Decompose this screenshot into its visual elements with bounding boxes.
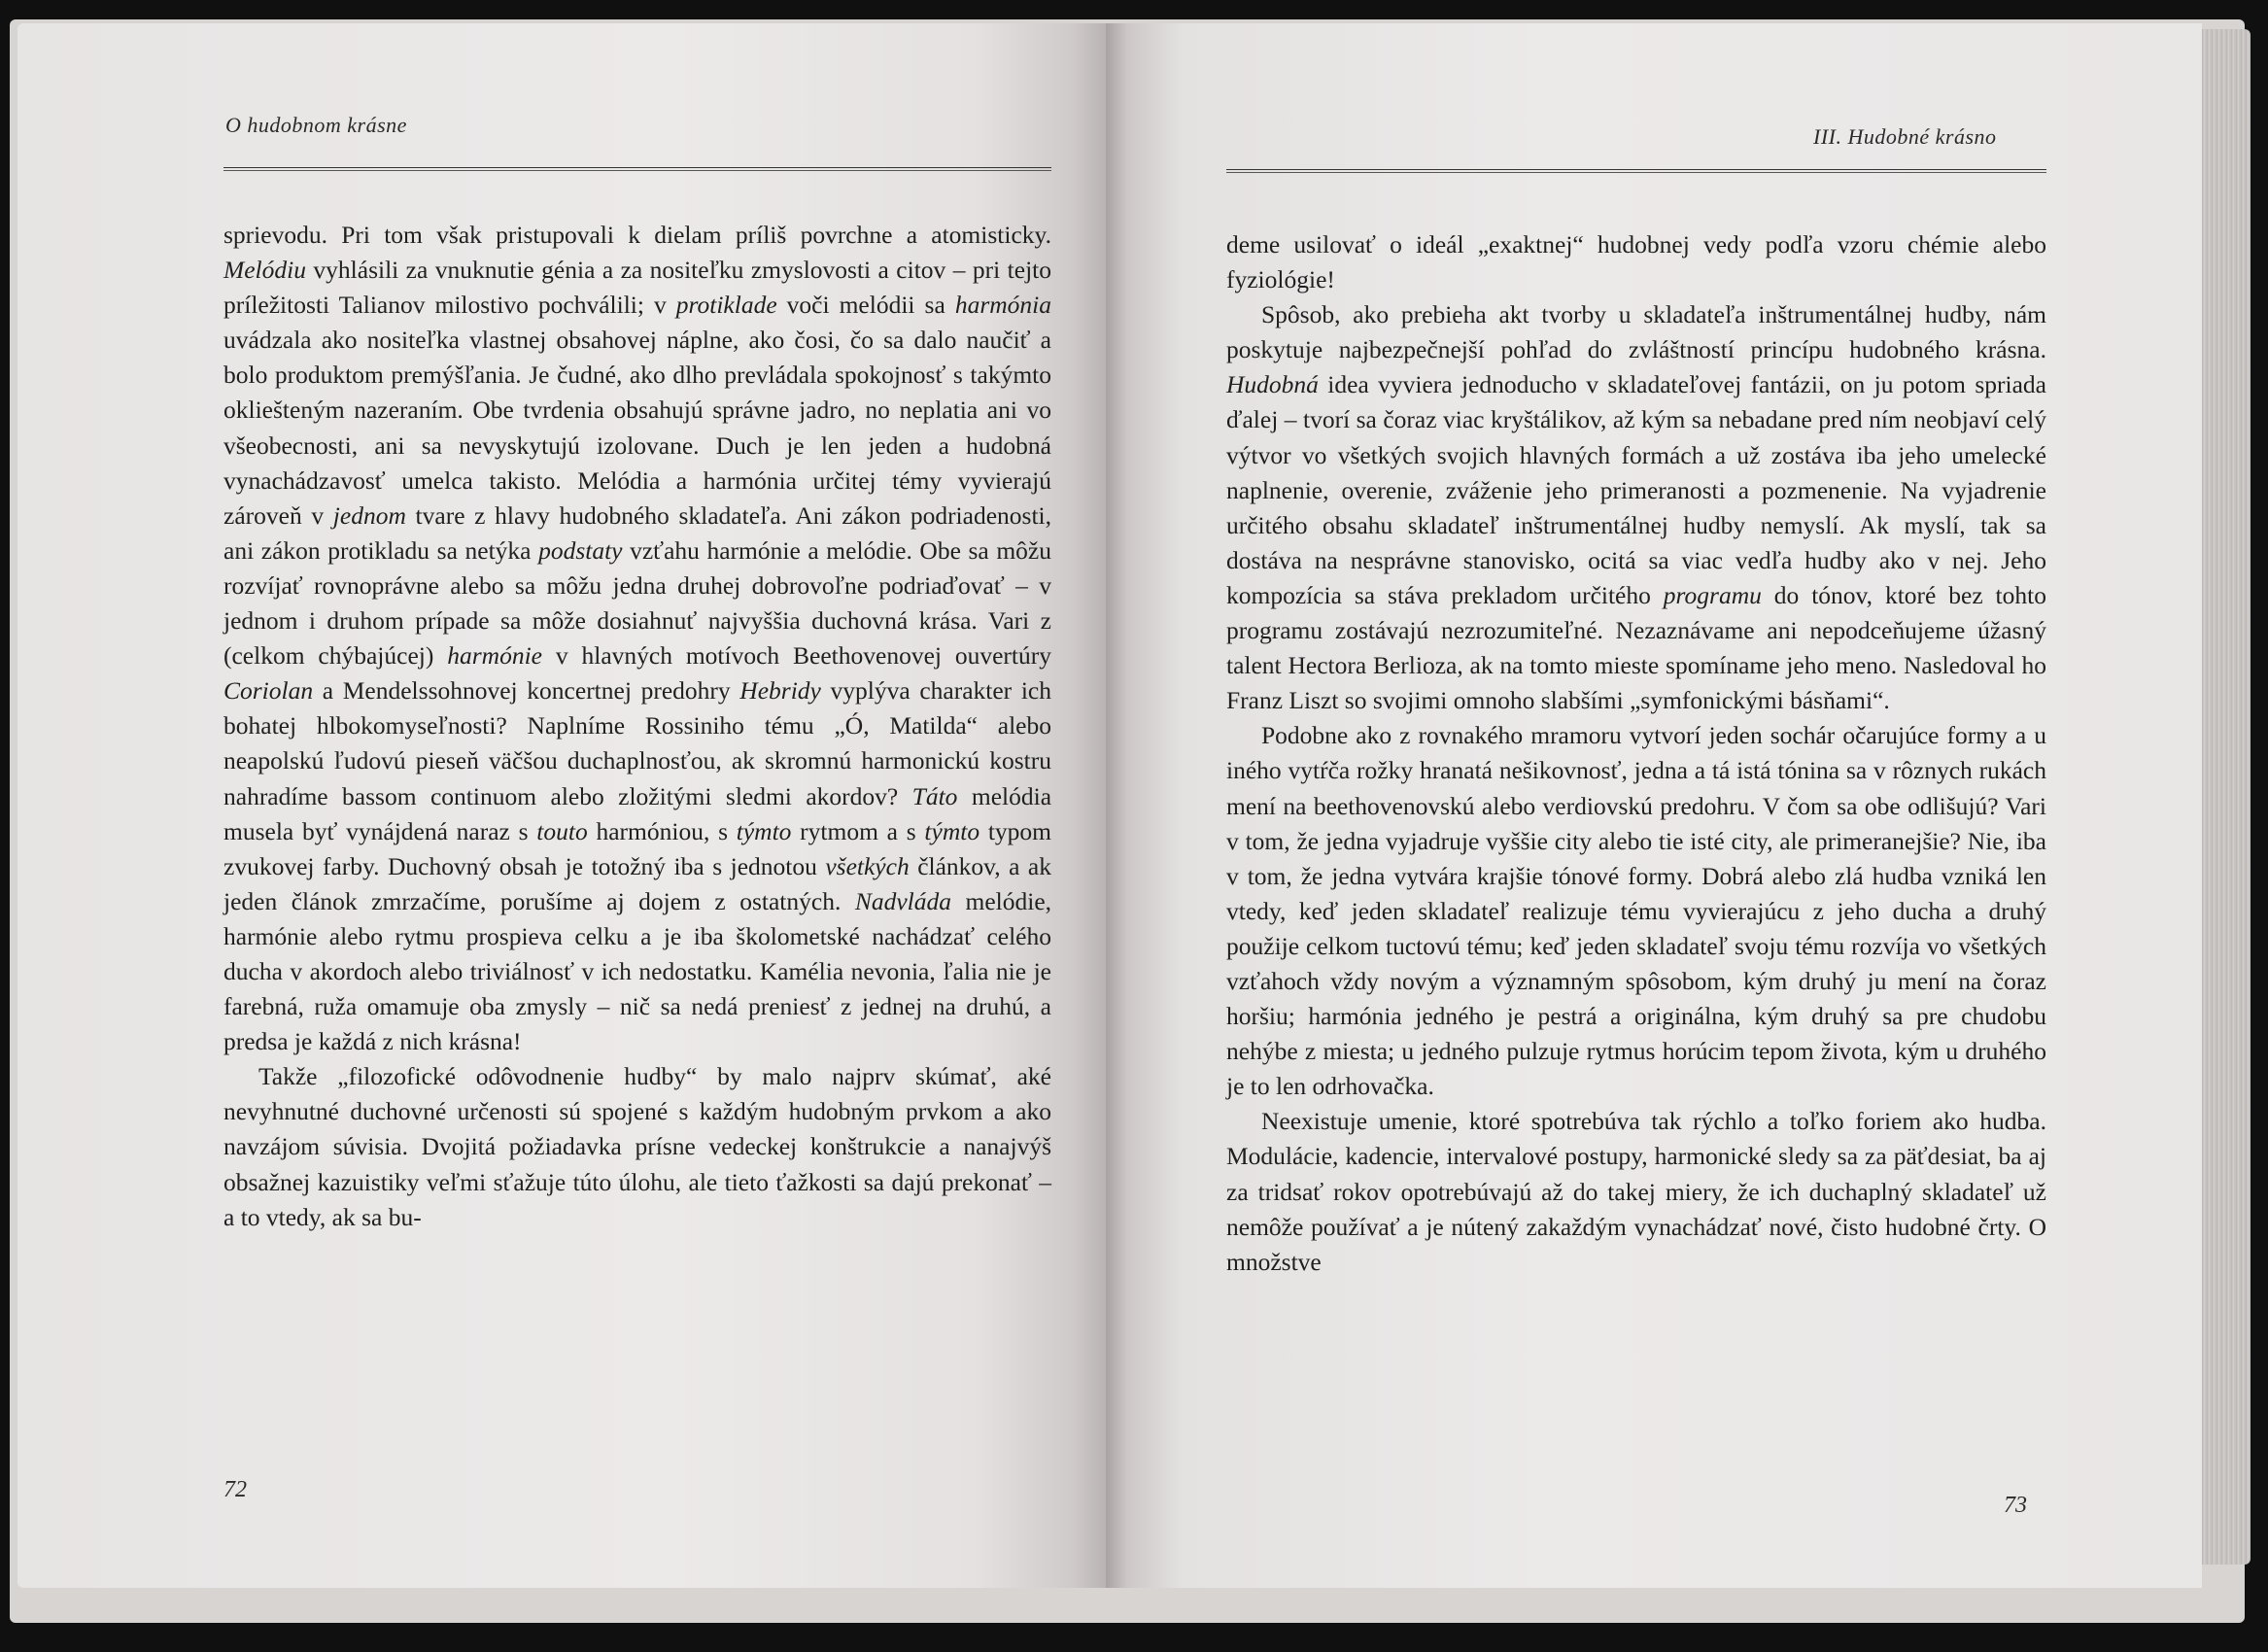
paragraph bbox=[223, 1059, 1051, 1234]
italic-text-run: programu bbox=[1663, 580, 1762, 609]
text-run: melódie, harmónie alebo rytmu prospieva celku a je iba školometské nachádzať celého ducha v akordoch alebo triviálnosť v ich nedostatku. Kamélia nevonia, ľalia nie je farebná, ruža omamuje oba zmysly – nič sa nedá preniesť z jednej na druhú, a predsa je každá z nich krásna! bbox=[223, 886, 1052, 1056]
left-page bbox=[17, 23, 1106, 1588]
paragraph bbox=[1226, 297, 2046, 718]
italic-text-run: týmto bbox=[736, 816, 792, 845]
page-stack-edge bbox=[2196, 29, 2251, 1565]
italic-text-run: jednom bbox=[332, 500, 406, 530]
italic-text-run: harmónia bbox=[954, 291, 1051, 320]
italic-text-run: protiklade bbox=[675, 291, 777, 320]
right-body-text bbox=[1226, 227, 2046, 1280]
text-run: Takže „filozofické odôvodnenie hudby“ by malo najprv skúmať, aké nevyhnutné duchovné určenosti sú spojené s každým hudobným prvkom a ako navzájom súvisia. Dvojitá požiadavka prísne vedeckej konštrukcie a nanajvýš obsažnej kazuistiky veľmi sťažuje túto úlohu, ale tieto ťažkosti sa dajú prekonať – a to vtedy, ak sa bu- bbox=[223, 1062, 1051, 1231]
left-body-text bbox=[223, 218, 1051, 1235]
italic-text-run: Táto bbox=[911, 781, 958, 810]
text-run: Podobne ako z rovnakého mramoru vytvorí jeden sochár očarujúce formy a u iného vytŕča rožky hranatá nešikovnosť, jedna a tá istá tónina sa v rôznych rukách mení na beethovenovskú alebo verdiovskú predohru. V čom sa obe odlišujú? Vari v tom, že jedna vyjadruje vyššie city alebo tie isté city, ale primeranejšie? Nie, iba v tom, že jedna vytvára krajšie tónové formy. Dobrá alebo zlá hudba vzniká len vtedy, keď jeden skladateľ realizuje tému vyvierajúcu z jeho ducha a druhý použije celkom tuctovú tému; keď jeden skladateľ svoju tému rozvíja vo všetkých vzťahoch vždy novým a významným spôsobom, kým druhý ju mení na čoraz horšiu; harmónia jedného je pestrá a originálna, kým druhý sa pre chudobu nehýbe z miesta; u jedného pulzuje rytmus horúcim tepom života, kým u druhého je to len odrhovačka. bbox=[1226, 721, 2046, 1101]
right-page-number: 73 bbox=[2004, 1493, 2027, 1518]
text-run: voči melódii sa bbox=[776, 291, 955, 320]
text-run: uvádzala ako nositeľka vlastnej obsahovej náplne, ako čosi, čo sa dalo naučiť a bolo produktom premýšľania. Je čudné, ako dlho prevládala spokojnosť s takýmto okliešteným nazeraním. Obe tvrdenia obsahujú správne jadro, no neplatia ani vo všeobecnosti, ani sa nevyskytujú izolovane. Duch je len jeden a hudobná vynachádzavosť umelca takisto. Melódia a harmónia určitej témy vyvierajú zároveň v bbox=[223, 326, 1051, 530]
text-run: do tónov, ktoré bez tohto programu zostávajú nezrozumiteľné. Nezaznávame ani nepodceňujeme úžasný talent Hectora Berlioza, ak na tomto mieste spomíname jeho meno. Nasledoval ho Franz Liszt so svojimi omnoho slabšími „symfonickými básňami“. bbox=[1226, 580, 2046, 715]
text-run: vyhlásili za vnuknutie génia a za nositeľku zmyslovosti a citov – pri tejto príležitosti Talianov milostivo pochválili; v bbox=[223, 256, 1051, 320]
paragraph bbox=[1226, 1104, 2046, 1279]
text-run: Neexistuje umenie, ktoré spotrebúva tak rýchlo a toľko foriem ako hudba. Modulácie, kadencie, intervalové postupy, harmonické sledy sa za päťdesiat, ba aj za tridsať rokov opotrebúvajú až do takej miery, že ich duchaplný skladateľ už nemôže používať a je nútený zakaždým vynachádzať nové, čisto hudobné črty. O množstve bbox=[1226, 1107, 2046, 1276]
italic-text-run: touto bbox=[536, 816, 588, 845]
italic-text-run: Nadvláda bbox=[854, 886, 951, 915]
text-run: melódia musela byť vynájdená naraz s bbox=[223, 781, 1052, 845]
italic-text-run: Melódiu bbox=[223, 256, 306, 285]
text-run: Spôsob, ako prebieha akt tvorby u skladateľa inštrumentálnej hudby, nám poskytuje najbezpečnejší pohľad do zvláštností princípu hudobného krásna. bbox=[1226, 300, 2046, 364]
paragraph bbox=[1226, 718, 2046, 1104]
right-header-rule bbox=[1226, 169, 2046, 173]
right-page bbox=[1106, 23, 2202, 1588]
text-run: článkov, a ak jeden článok zmrzačíme, porušíme aj dojem z ostatných. bbox=[223, 851, 1052, 915]
paragraph bbox=[1226, 227, 2046, 297]
text-run: tvare z hlavy hudobného skladateľa. Ani zákon podriadenosti, ani zákon protikladu sa netýka bbox=[223, 500, 1051, 565]
text-run: v hlavných motívoch Beethovenovej ouvertúry bbox=[541, 641, 1051, 671]
italic-text-run: všetkých bbox=[825, 851, 910, 880]
text-run: a Mendelssohnovej koncertnej predohry bbox=[313, 676, 740, 706]
italic-text-run: Hebridy bbox=[739, 676, 821, 706]
left-running-head: O hudobnom krásne bbox=[225, 113, 407, 137]
right-running-head: III. Hudobné krásno bbox=[1813, 124, 1997, 149]
paragraph bbox=[223, 218, 1051, 1059]
text-run: idea vyviera jednoducho v skladateľovej fantázii, on ju potom spriada ďalej – tvorí sa čoraz viac kryštálikov, až kým sa nebadane pred ním neobjaví celý výtvor vo všetkých svojich hlavných formách a už zostáva iba jeho umelecké naplnenie, overenie, zváženie jeho primeranosti a pozmenenie. Na vyjadrenie určitého obsahu skladateľ inštrumentálnej hudby nemyslí. Ak myslí, tak sa dostáva na nesprávne stanovisko, ocitá sa viac vedľa hudby ako v nej. Jeho kompozícia sa stáva prekladom určitého bbox=[1226, 370, 2046, 609]
text-run: rytmom a s bbox=[791, 816, 925, 845]
text-run: deme usilovať o ideál „exaktnej“ hudobnej vedy podľa vzoru chémie alebo fyziológie! bbox=[1226, 230, 2046, 294]
italic-text-run: Hudobná bbox=[1226, 370, 1319, 399]
italic-text-run: týmto bbox=[924, 816, 980, 845]
text-run: typom zvukovej farby. Duchovný obsah je totožný iba s jednotou bbox=[223, 816, 1051, 880]
text-run: sprievodu. Pri tom však pristupovali k dielam príliš povrchne a atomisticky. bbox=[223, 221, 1051, 249]
italic-text-run: Coriolan bbox=[223, 676, 314, 706]
text-run: harmóniou, s bbox=[587, 816, 737, 845]
text-run: vzťahu harmónie a melódie. Obe sa môžu rozvíjať rovnoprávne alebo sa môžu jedna druhej dobrovoľne podriaďovať – v jednom i druhom prípade sa môže dosiahnuť najvyššia duchovná krása. Vari z (celkom chýbajúcej) bbox=[223, 535, 1051, 671]
italic-text-run: podstaty bbox=[538, 535, 623, 565]
left-page-number: 72 bbox=[223, 1477, 247, 1502]
italic-text-run: harmónie bbox=[447, 641, 542, 671]
text-run: vyplýva charakter ich bohatej hlbokomyseľnosti? Naplníme Rossiniho tému „Ó, Matilda“ alebo neapolskú ľudovú pieseň väčšou duchaplnosťou, ak skromnú harmonickú kostru nahradíme bassom continuom alebo zložitými sledmi akordov? bbox=[223, 676, 1051, 810]
left-header-rule bbox=[223, 167, 1051, 171]
